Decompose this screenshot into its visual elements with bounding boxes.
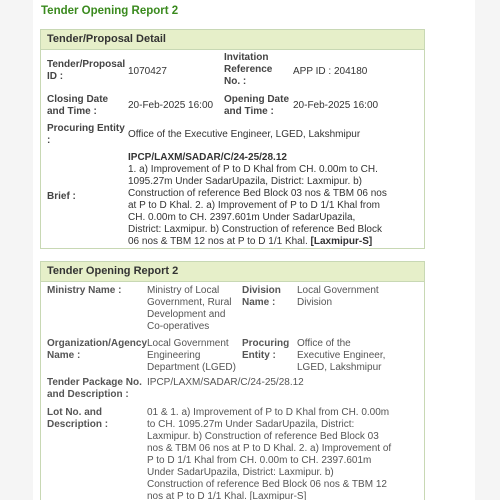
opening-date-label: Opening Date and Time : (224, 94, 290, 117)
report-page (33, 0, 475, 500)
invitation-value: APP ID : 204180 (293, 66, 368, 77)
closing-date-value: 20-Feb-2025 16:00 (128, 100, 214, 111)
ministry-value: Ministry of Local Government, Rural Development and Co-operatives (147, 285, 232, 332)
page-title: Tender Opening Report 2 (41, 5, 179, 17)
brief-label: Brief : (47, 191, 76, 202)
opening-date-value: 20-Feb-2025 16:00 (293, 100, 379, 111)
brief-text: 1. a) Improvement of P to D Khal from CH. 0.00m to CH. 1095.27m Under SadarUpazila, District: Laxmipur. b) Construction of reference Bed Block 03 nos & TBM 06 nos at P to D Khal. 2. a) Improvement of P to D 1/1 Khal from CH. 0.00m to CH. 2397.601m Under SadarUpazila, District: Laxmipur. b) Construction of reference Bed Block 06 nos & TBM 12 nos at P to D 1/1 Khal. (128, 164, 387, 247)
brief-suffix: [Laxmipur-S] (310, 236, 373, 247)
tender-detail-panel (40, 29, 425, 249)
procuring-entity-value: Office of the Executive Engineer, LGED, Lakshmipur (128, 129, 361, 140)
lot-value: 01 & 1. a) Improvement of P to D Khal from CH. 0.00m to CH. 1095.27m Under SadarUpazila, District: Laxmipur. b) Construction of reference Bed Block 03 nos & TBM 06 nos at P to D Khal. 2. a) Improvement of P to D 1/1 Khal from CH. 0.00m to CH. 2397.601m Under SadarUpazila, District: Laxmipur. b) Construction of reference Bed Block 06 nos & TBM 12 nos at P to D 1/1 Khal. [Laxmipur-S] (147, 407, 392, 500)
procuring-entity2-value: Office of the Executive Engineer, LGED, Lakshmipur (297, 338, 386, 373)
opening-report-panel (40, 261, 425, 500)
tender-id-label: Tender/Proposal ID : (47, 59, 126, 82)
tender-detail-header: Tender/Proposal Detail (41, 30, 424, 50)
opening-report-header: Tender Opening Report 2 (41, 262, 424, 282)
package-value: IPCP/LAXM/SADAR/C/24-25/28.12 (147, 377, 304, 388)
division-label: Division Name : (242, 285, 281, 308)
organization-label: Organization/Agency Name : (47, 338, 148, 361)
procuring-entity2-label: Procuring Entity : (242, 338, 290, 361)
brief-code: IPCP/LAXM/SADAR/C/24-25/28.12 (128, 152, 287, 163)
lot-label: Lot No. and Description : (47, 407, 109, 430)
division-value: Local Government Division (297, 285, 379, 308)
brief-content (128, 152, 390, 248)
closing-date-label: Closing Date and Time : (47, 94, 109, 117)
invitation-label: Invitation Reference No. : (224, 52, 273, 87)
tender-id-value: 1070427 (128, 66, 167, 77)
procuring-entity-label: Procuring Entity : (47, 123, 125, 146)
ministry-label: Ministry Name : (47, 285, 122, 296)
organization-value: Local Government Engineering Department (LGED) (147, 338, 236, 373)
package-label: Tender Package No. and Description : (47, 377, 142, 400)
